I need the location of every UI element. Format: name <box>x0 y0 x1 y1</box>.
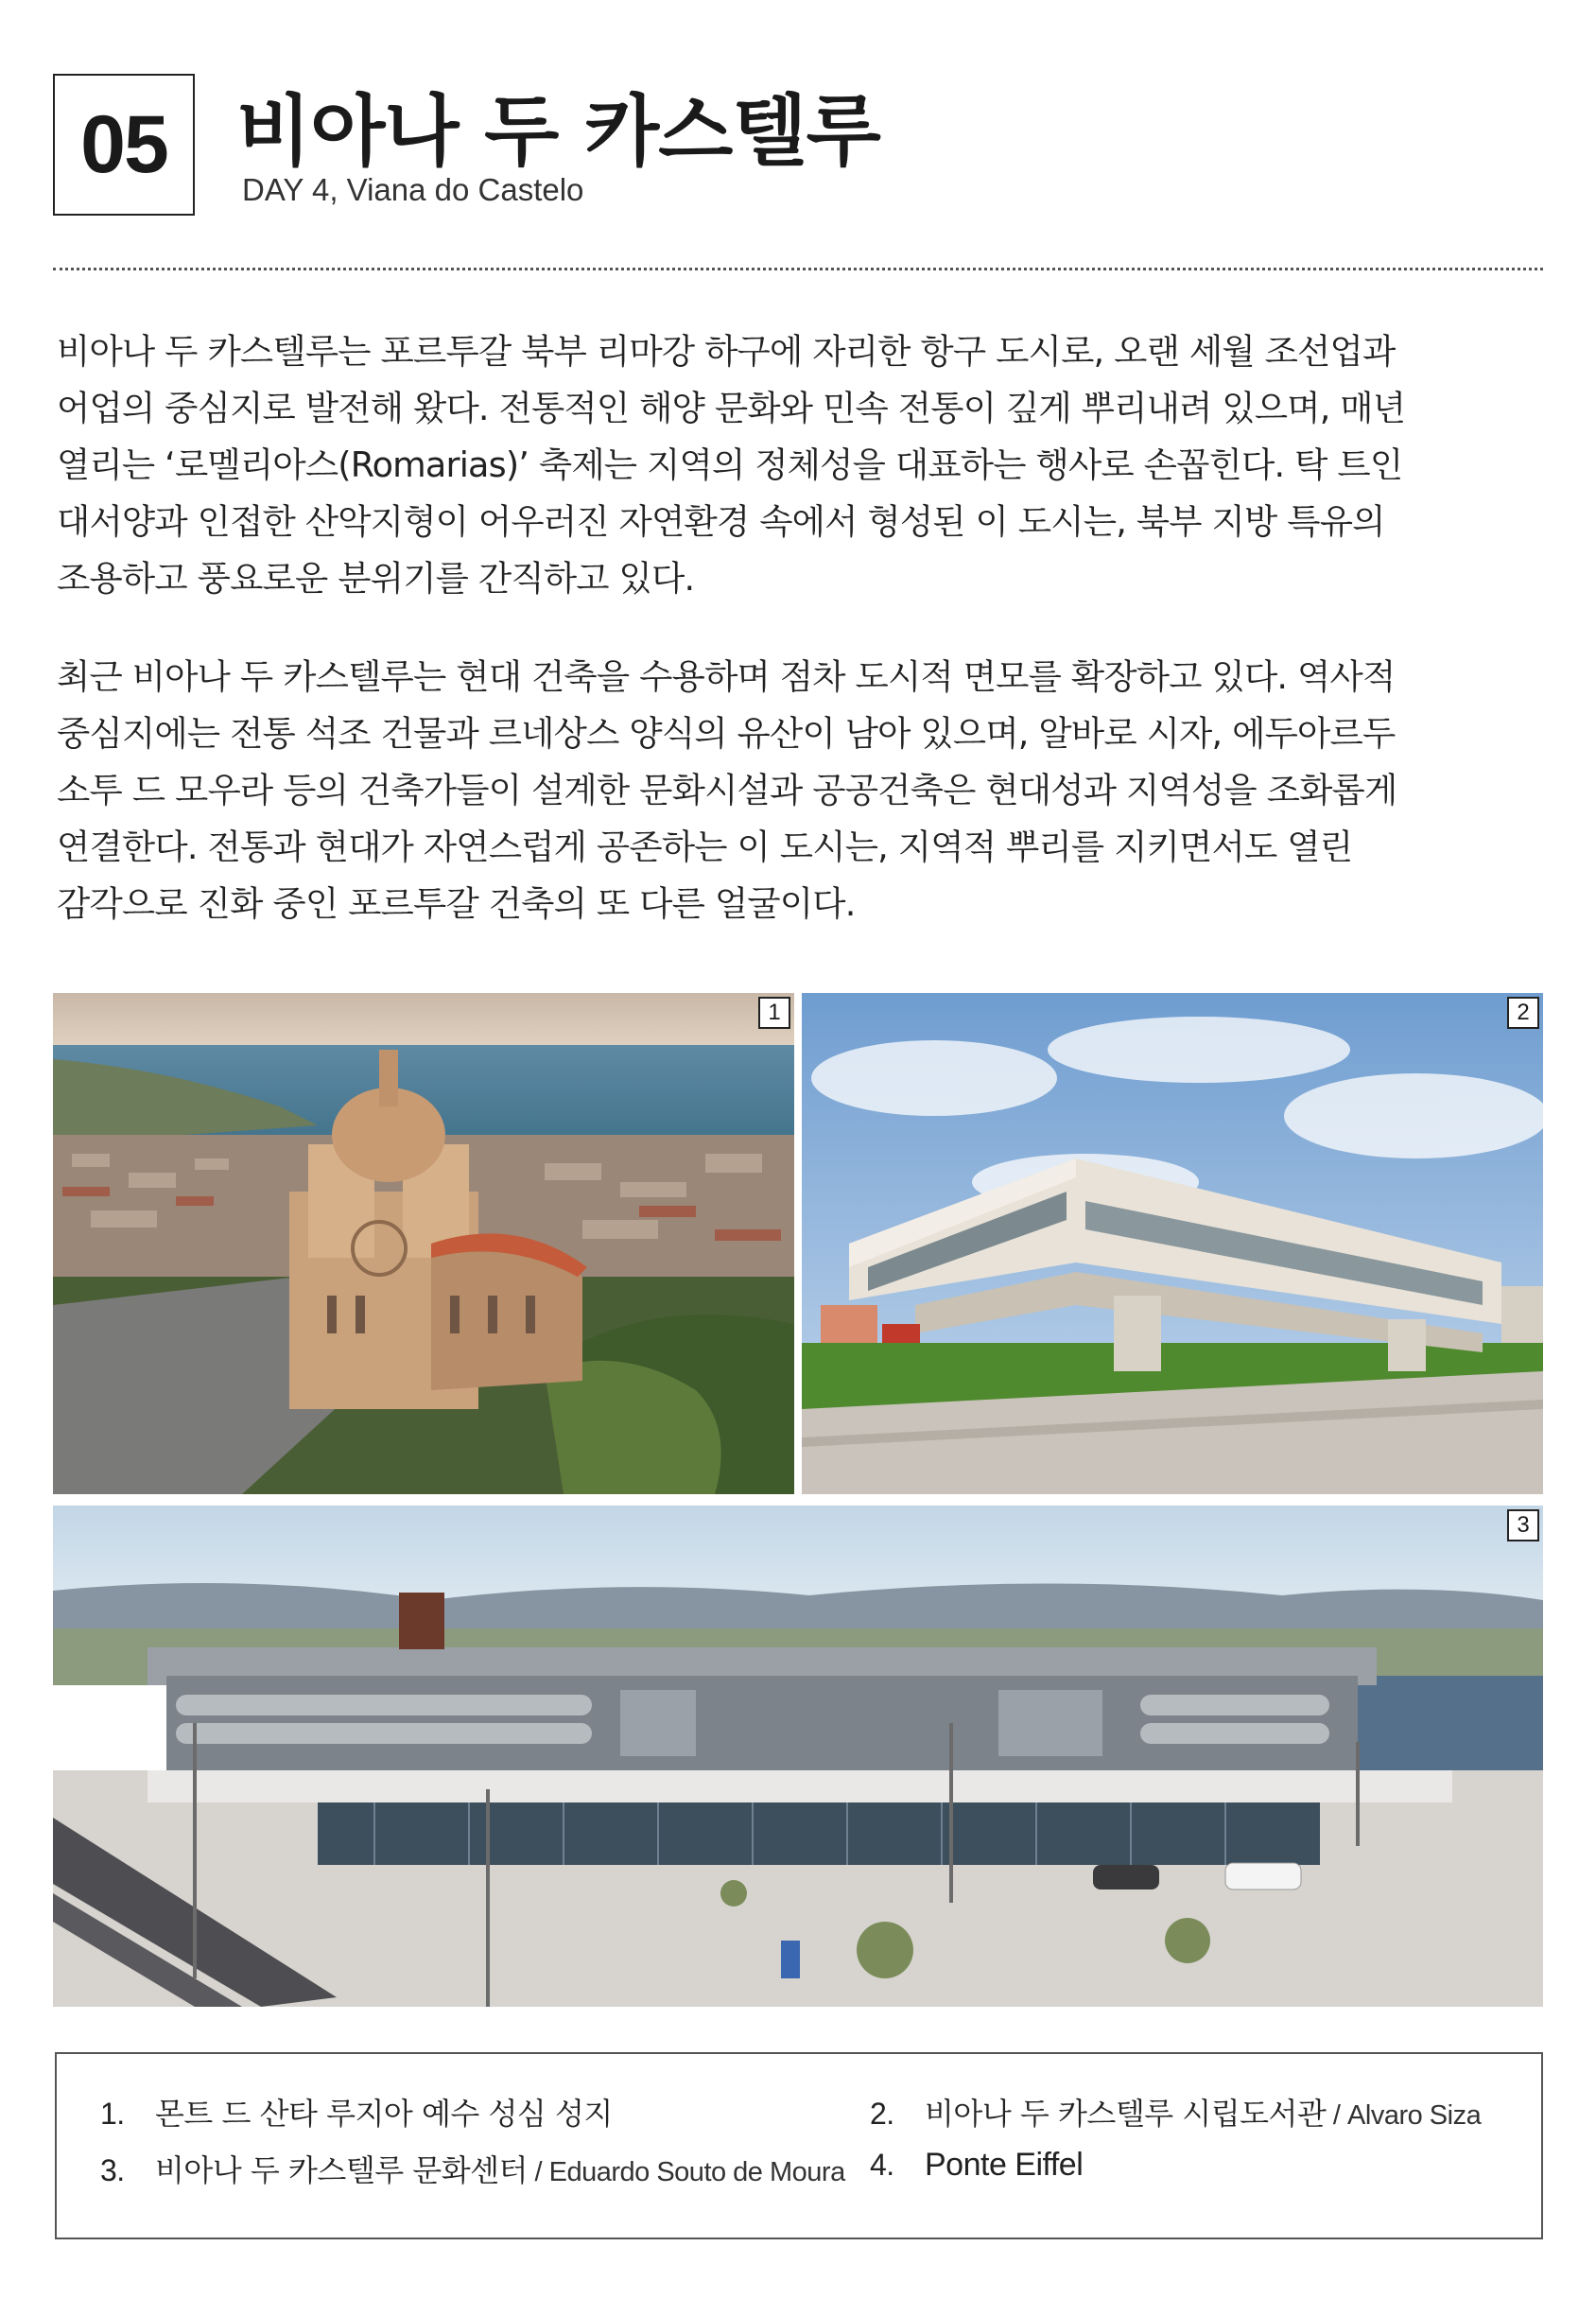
intro-paragraph <box>57 323 1551 607</box>
caption-number: 2. <box>870 2097 894 2131</box>
caption-item <box>100 2090 613 2133</box>
caption-item <box>870 2147 1083 2184</box>
paragraph-line: 연결한다. 전통과 현대가 자연스럽게 공존하는 이 도시는, 지역적 뿌리를 지키면서도 열린 <box>57 827 1353 867</box>
paragraph-line: 감각으로 진화 중인 포르투갈 건축의 또 다른 얼굴이다. <box>57 883 856 924</box>
paragraph-line: 소투 드 모우라 등의 건축가들이 설계한 문화시설과 공공건축은 현대성과 지역성을 조화롭게 <box>57 770 1397 810</box>
sanctuary-illustration <box>53 993 794 1494</box>
caption-author: / Eduardo Souto de Moura <box>527 2157 845 2187</box>
library-illustration <box>802 993 1543 1494</box>
photo-number-badge: 3 <box>1507 1509 1539 1541</box>
paragraph-line: 조용하고 풍요로운 분위기를 간직하고 있다. <box>57 558 695 599</box>
caption-author: / Alvaro Siza <box>1326 2100 1482 2131</box>
photo-captions-box <box>55 2052 1543 2239</box>
caption-name: 비아나 두 카스텔루 문화센터 <box>155 2152 528 2188</box>
paragraph-line: 대서양과 인접한 산악지형이 어우러진 자연환경 속에서 형성된 이 도시는, 북부 지방 특유의 <box>57 501 1385 542</box>
cultural-center-illustration <box>53 1506 1543 2007</box>
caption-item <box>100 2147 845 2190</box>
caption-number: 4. <box>870 2148 894 2182</box>
dotted-divider <box>53 268 1543 270</box>
paragraph-line: 최근 비아나 두 카스텔루는 현대 건축을 수용하며 점차 도시적 면모를 확장하고 있다. 역사적 <box>57 656 1396 697</box>
architecture-paragraph <box>57 649 1551 932</box>
caption-name: Ponte Eiffel <box>925 2147 1084 2183</box>
paragraph-line: 중심지에는 전통 석조 건물과 르네상스 양식의 유산이 남아 있으며, 알바로 시자, 에두아르두 <box>57 713 1396 754</box>
photo-number-badge: 1 <box>758 997 790 1029</box>
caption-number: 1. <box>100 2097 125 2131</box>
paragraph-line: 열리는 ‘로멜리아스(Romarias)’ 축제는 지역의 정체성을 대표하는 행사로 손꼽힌다. 탁 트인 <box>57 444 1403 485</box>
photo-municipal-library <box>802 993 1543 1494</box>
paragraph-line: 비아나 두 카스텔루는 포르투갈 북부 리마강 하구에 자리한 항구 도시로, 오랜 세월 조선업과 <box>57 331 1396 372</box>
caption-name: 몬트 드 산타 루지아 예수 성심 성지 <box>155 2096 613 2132</box>
section-number: 05 <box>80 98 167 190</box>
section-number-box <box>53 74 195 216</box>
paragraph-line: 어업의 중심지로 발전해 왔다. 전통적인 해양 문화와 민속 전통이 깊게 뿌리내려 있으며, 매년 <box>57 388 1406 428</box>
caption-item <box>870 2090 1481 2133</box>
page-subtitle: DAY 4, Viana do Castelo <box>242 172 584 207</box>
photo-cultural-center <box>53 1506 1543 2007</box>
photo-number-badge: 2 <box>1507 997 1539 1029</box>
caption-number: 3. <box>100 2153 125 2187</box>
photo-santa-luzia-sanctuary <box>53 993 794 1494</box>
page-title: 비아나 두 카스텔루 <box>236 87 880 177</box>
caption-name: 비아나 두 카스텔루 시립도서관 <box>925 2096 1327 2132</box>
